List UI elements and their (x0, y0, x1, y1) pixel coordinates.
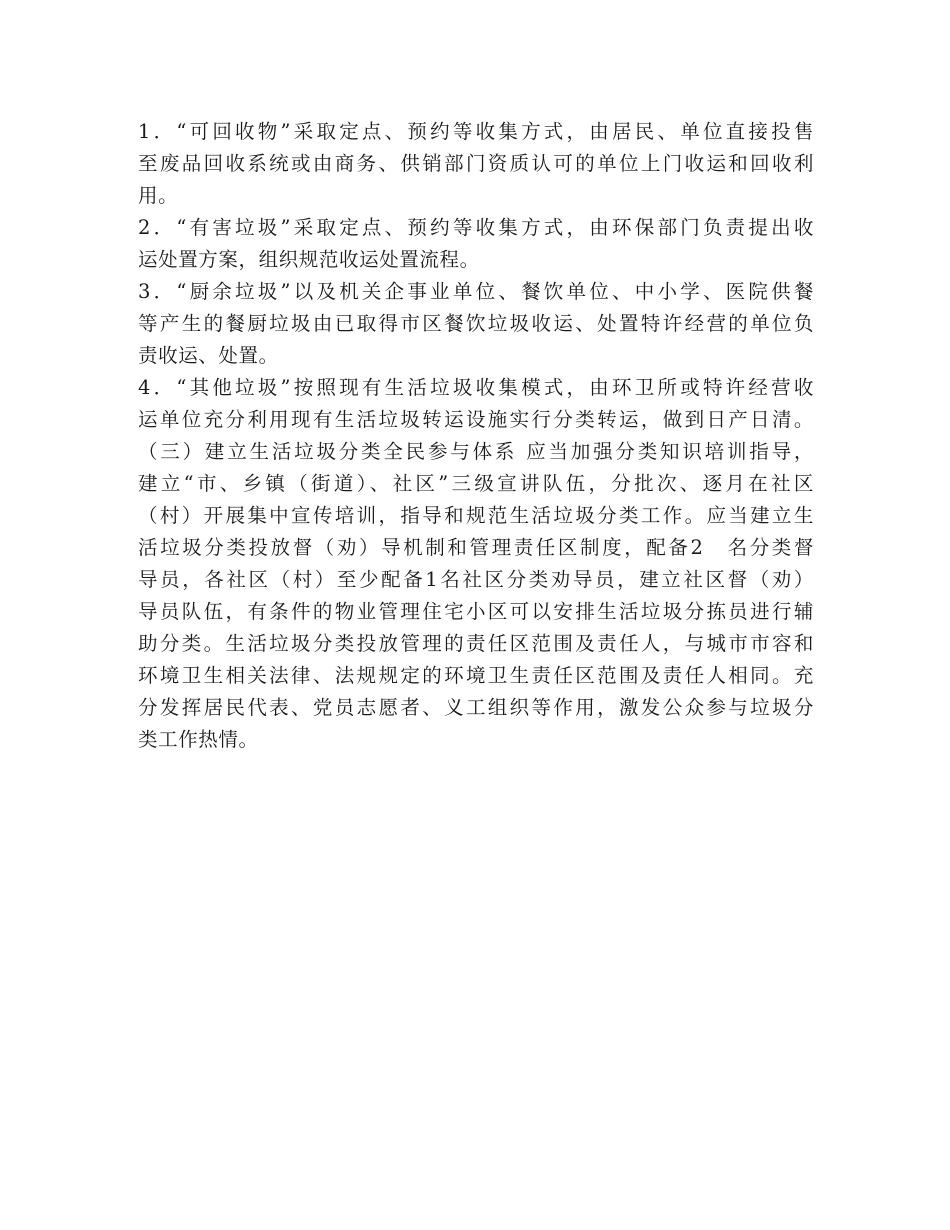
text-line: 导员，各社区（村）至少配备1名社区分类劝导员，建立社区督（劝） (138, 568, 814, 591)
text-line: 2．“有害垃圾”采取定点、预约等收集方式，由环保部门负责提出收 (138, 216, 814, 239)
text-line: 助分类。生活垃圾分类投放管理的责任区范围及责任人，与城市市容和 (138, 632, 814, 655)
paragraph-section-3 (138, 436, 814, 756)
text-line: 3．“厨余垃圾”以及机关企事业单位、餐饮单位、中小学、医院供餐 (138, 280, 814, 303)
text-line: 建立“市、乡镇（街道）、社区”三级宣讲队伍，分批次、逐月在社区 (138, 472, 814, 495)
text-line: 运单位充分利用现有生活垃圾转运设施实行分类转运，做到日产日清。 (138, 408, 814, 431)
text-line: 环境卫生相关法律、法规规定的环境卫生责任区范围及责任人相同。充 (138, 664, 814, 687)
text-line: 等产生的餐厨垃圾由已取得市区餐饮垃圾收运、处置特许经营的单位负 (138, 312, 814, 335)
paragraph-item-2 (138, 212, 814, 276)
text-line: 责收运、处置。 (138, 344, 279, 367)
text-line: 运处置方案，组织规范收运处置流程。 (138, 248, 480, 271)
text-line: 1．“可回收物”采取定点、预约等收集方式，由居民、单位直接投售 (138, 120, 814, 143)
text-line: 用。 (138, 184, 179, 207)
paragraph-item-1 (138, 116, 814, 212)
text-line: 活垃圾分类投放督（劝）导机制和管理责任区制度，配备2 名分类督 (138, 536, 814, 559)
text-line: 类工作热情。 (138, 728, 259, 751)
text-line: （三）建立生活垃圾分类全民参与体系 应当加强分类知识培训指导， (138, 440, 814, 463)
paragraph-item-4 (138, 372, 814, 436)
text-line: （村）开展集中宣传培训，指导和规范生活垃圾分类工作。应当建立生 (138, 504, 814, 527)
text-line: 导员队伍，有条件的物业管理住宅小区可以安排生活垃圾分拣员进行辅 (138, 600, 814, 623)
text-line: 至废品回收系统或由商务、供销部门资质认可的单位上门收运和回收利 (138, 152, 814, 175)
text-line: 分发挥居民代表、党员志愿者、义工组织等作用，激发公众参与垃圾分 (138, 696, 814, 719)
paragraph-item-3 (138, 276, 814, 372)
text-line: 4．“其他垃圾”按照现有生活垃圾收集模式，由环卫所或特许经营收 (138, 376, 814, 399)
document-body (138, 116, 814, 756)
